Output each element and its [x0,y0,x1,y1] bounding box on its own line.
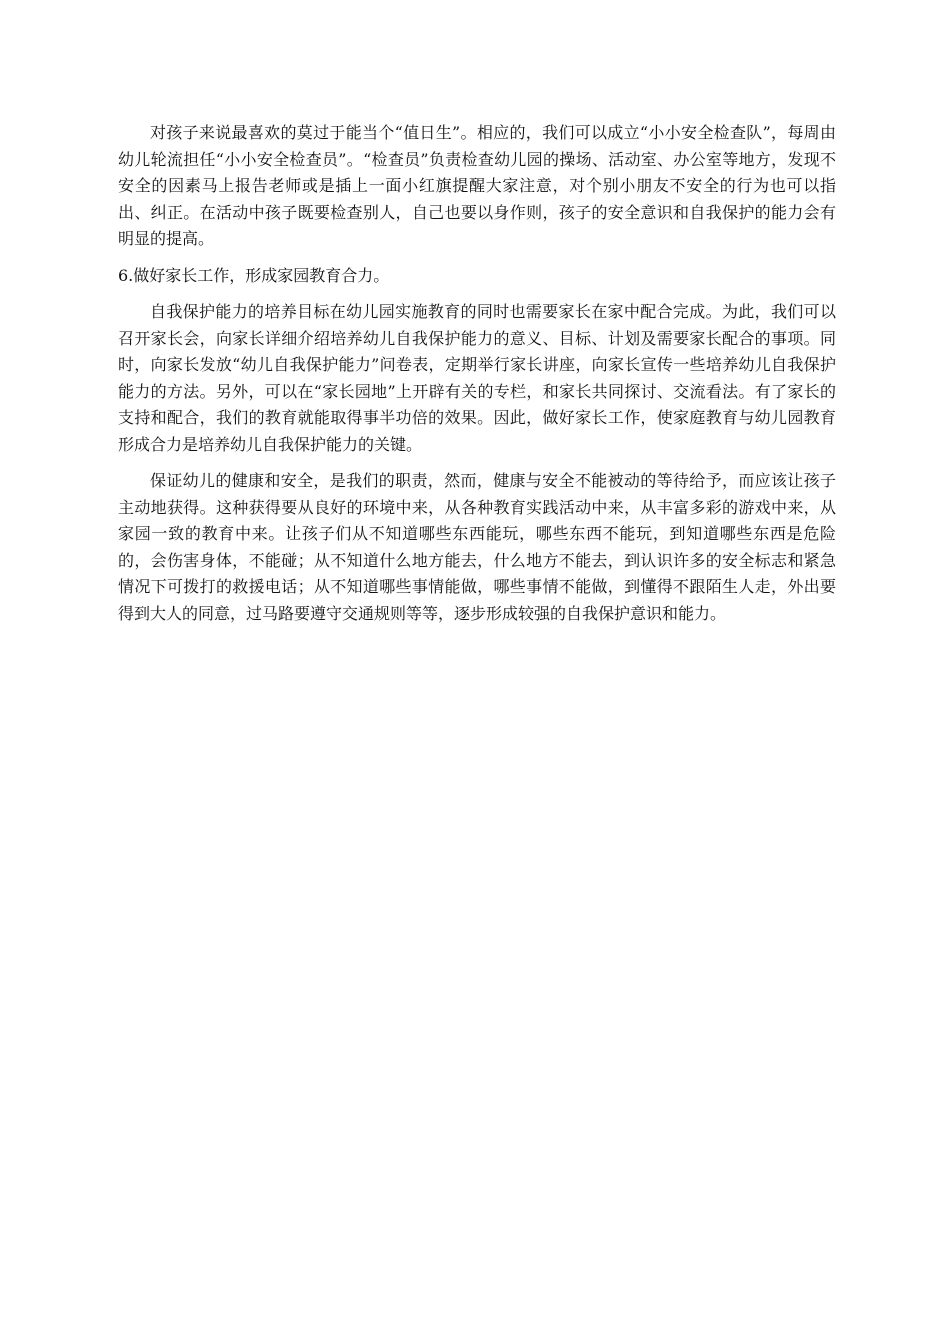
paragraph-parent-cooperation: 自我保护能力的培养目标在幼儿园实施教育的同时也需要家长在家中配合完成。为此，我们可以召开家长会，向家长详细介绍培养幼儿自我保护能力的意义、目标、计划及需要家长配合的事项。同时，向家长发放“幼儿自我保护能力”问卷表，定期举行家长讲座，向家长宣传一些培养幼儿自我保护能力的方法。另外，可以在“家长园地”上开辟有关的专栏，和家长共同探讨、交流看法。有了家长的支持和配合，我们的教育就能取得事半功倍的效果。因此，做好家长工作，使家庭教育与幼儿园教育形成合力是培养幼儿自我保护能力的关键。 [118,302,836,454]
document-page [118,120,836,637]
section-heading-parent-work: 6.做好家长工作，形成家园教育合力。 [118,265,390,285]
paragraph-conclusion: 保证幼儿的健康和安全，是我们的职责，然而，健康与安全不能被动的等待给予，而应该让孩子主动地获得。这种获得要从良好的环境中来，从各种教育实践活动中来，从丰富多彩的游戏中来，从家园一致的教育中来。让孩子们从不知道哪些东西能玩，哪些东西不能玩，到知道哪些东西是危险的，会伤害身体，不能碰；从不知道什么地方能去，什么地方不能去，到认识许多的安全标志和紧急情况下可拨打的救援电话；从不知道哪些事情能做，哪些事情不能做，到懂得不跟陌生人走，外出要得到大人的同意，过马路要遵守交通规则等等，逐步形成较强的自我保护意识和能力。 [118,471,836,623]
paragraph-duty-student: 对孩子来说最喜欢的莫过于能当个“值日生”。相应的，我们可以成立“小小安全检查队”，每周由幼儿轮流担任“小小安全检查员”。“检查员”负责检查幼儿园的操场、活动室、办公室等地方，发现不安全的因素马上报告老师或是插上一面小红旗提醒大家注意，对个别小朋友不安全的行为也可以指出、纠正。在活动中孩子既要检查别人，自己也要以身作则，孩子的安全意识和自我保护的能力会有明显的提高。 [118,123,836,248]
